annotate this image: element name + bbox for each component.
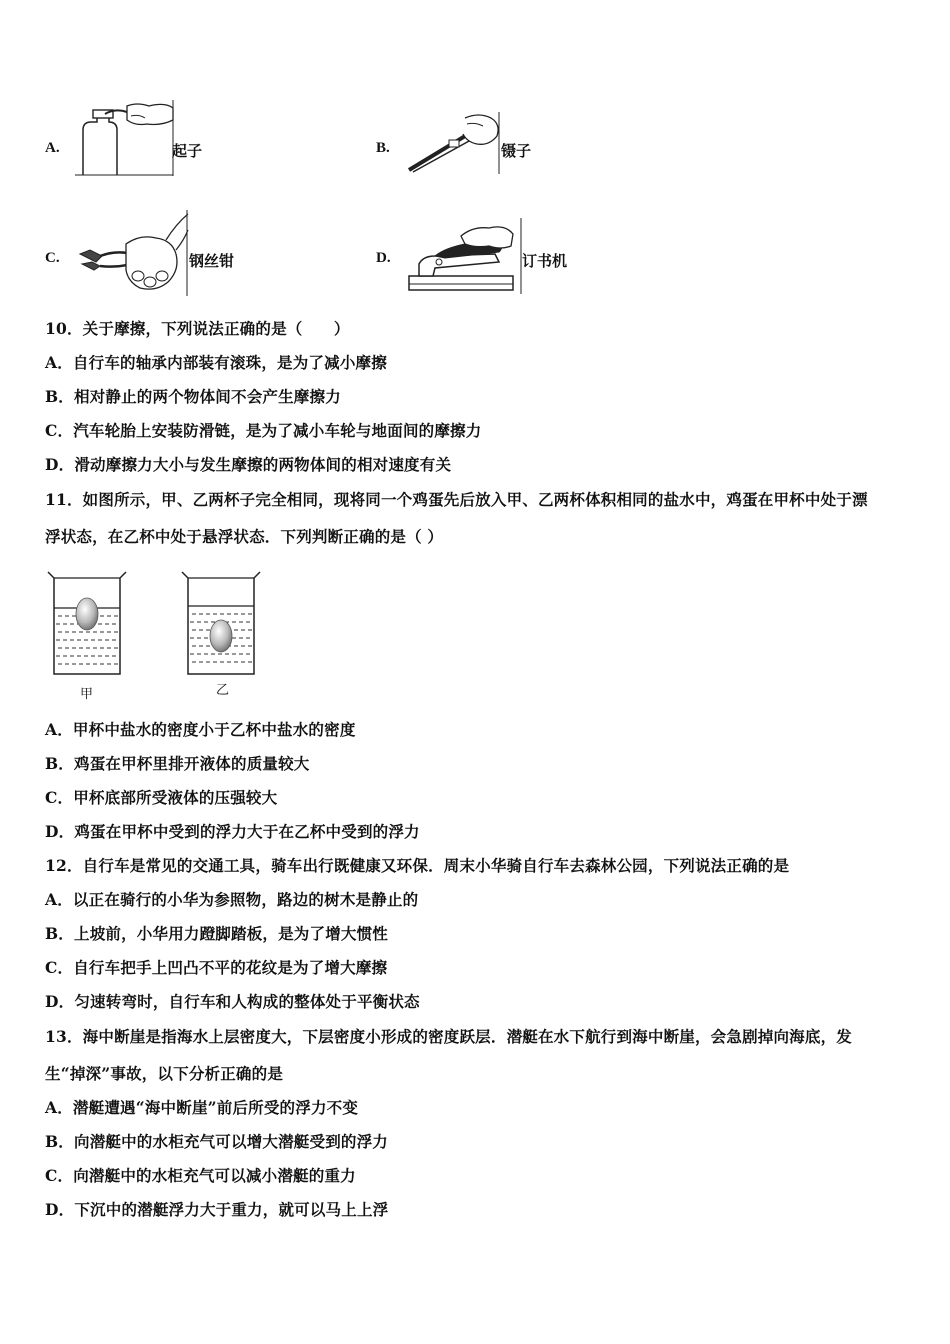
option-letter-a: A. bbox=[45, 140, 60, 156]
option-letter-d: D. bbox=[376, 250, 391, 266]
q13-option-d: D．下沉中的潜艇浮力大于重力，就可以马上上浮 bbox=[45, 1200, 389, 1219]
q12-option-d: D．匀速转弯时，自行车和人构成的整体处于平衡状态 bbox=[45, 992, 420, 1011]
stapler-icon bbox=[405, 218, 522, 294]
tweezers-icon bbox=[405, 112, 501, 174]
q11-option-b: B．鸡蛋在甲杯里排开液体的质量较大 bbox=[45, 754, 310, 773]
q11-option-a: A．甲杯中盐水的密度小于乙杯中盐水的密度 bbox=[45, 720, 356, 739]
q12-option-b: B．上坡前，小华用力蹬脚踏板，是为了增大惯性 bbox=[45, 924, 389, 943]
option-caption-c: 钢丝钳 bbox=[189, 252, 235, 270]
q12-option-a: A．以正在骑行的小华为参照物，路边的树木是静止的 bbox=[45, 890, 419, 909]
bottle-opener-icon bbox=[75, 100, 175, 176]
q13-stem-line2: 生“掉深”事故，以下分析正确的是 bbox=[45, 1064, 284, 1083]
option-caption-a: 起子 bbox=[172, 142, 203, 160]
q11-stem-line2: 浮状态，在乙杯中处于悬浮状态．下列判断正确的是（ ） bbox=[45, 527, 444, 546]
q11-option-d: D．鸡蛋在甲杯中受到的浮力大于在乙杯中受到的浮力 bbox=[45, 822, 420, 841]
q10-option-b: B．相对静止的两个物体间不会产生摩擦力 bbox=[45, 387, 341, 406]
q13-option-b: B．向潜艇中的水柜充气可以增大潜艇受到的浮力 bbox=[45, 1132, 389, 1151]
q10-option-c: C．汽车轮胎上安装防滑链，是为了减小车轮与地面间的摩擦力 bbox=[45, 421, 482, 440]
option-caption-d: 订书机 bbox=[522, 252, 568, 270]
option-caption-b: 镊子 bbox=[501, 142, 532, 160]
q13-stem-line1: 13．海中断崖是指海水上层密度大，下层密度小形成的密度跃层．潜艇在水下航行到海中断崖，会急剧掉向海底，发 bbox=[45, 1027, 852, 1046]
q11-option-c: C．甲杯底部所受液体的压强较大 bbox=[45, 788, 278, 807]
beaker-yi-label: 乙 bbox=[216, 683, 230, 698]
q12-option-c: C．自行车把手上凹凸不平的花纹是为了增大摩擦 bbox=[45, 958, 388, 977]
q13-option-c: C．向潜艇中的水柜充气可以减小潜艇的重力 bbox=[45, 1166, 356, 1185]
beaker-jia-figure bbox=[44, 570, 130, 682]
option-letter-c: C. bbox=[45, 250, 60, 266]
q10-stem: 10．关于摩擦，下列说法正确的是（ ） bbox=[45, 319, 350, 338]
q10-option-a: A．自行车的轴承内部装有滚珠，是为了减小摩擦 bbox=[45, 353, 387, 372]
q12-stem: 12．自行车是常见的交通工具，骑车出行既健康又环保．周末小华骑自行车去森林公园，下列说法正确的是 bbox=[45, 856, 790, 875]
beaker-jia-label: 甲 bbox=[80, 687, 94, 702]
option-letter-b: B. bbox=[376, 140, 390, 156]
q13-option-a: A．潜艇遭遇“海中断崖”前后所受的浮力不变 bbox=[45, 1098, 359, 1117]
beaker-yi-figure bbox=[178, 570, 264, 682]
q11-stem-line1: 11．如图所示，甲、乙两杯子完全相同，现将同一个鸡蛋先后放入甲、乙两杯体积相同的盐水中，鸡蛋在甲杯中处于漂 bbox=[45, 490, 868, 509]
pliers-icon bbox=[76, 210, 189, 296]
q10-option-d: D．滑动摩擦力大小与发生摩擦的两物体间的相对速度有关 bbox=[45, 455, 452, 474]
